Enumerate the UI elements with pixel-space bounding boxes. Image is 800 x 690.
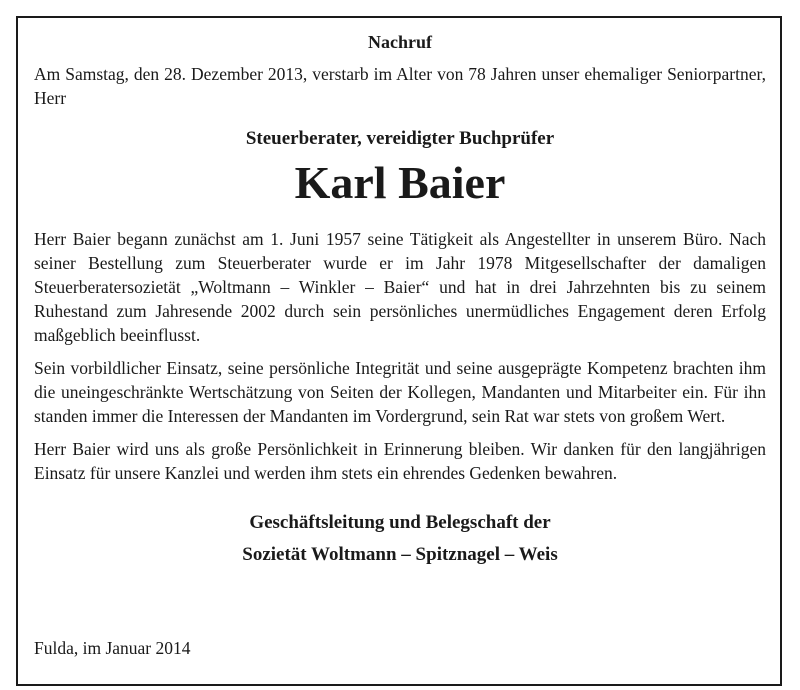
body-paragraph-3: Herr Baier wird uns als große Persönlichkeit in Erinnerung bleiben. Wir danken für den langjährigen Einsatz für unsere Kanzlei und werden ihm stets ein ehrendes Gedenken bewahren. bbox=[34, 439, 766, 483]
notice-heading: Nachruf bbox=[368, 32, 432, 52]
deceased-name: Karl Baier bbox=[294, 157, 506, 208]
body-paragraph-1: Herr Baier begann zunächst am 1. Juni 1957 seine Tätigkeit als Angestellter in unserem Büro. Nach seiner Bestellung zum Steuerberater wurde er im Jahr 1978 Mitgesellschafter der damaligen Steuerberatersozietät „Woltmann – Winkler – Baier“ und hat in drei Jahrzehnten bis zu seinem Ruhestand zum Jahresende 2002 durch sein persönliches unermüdliches Engagement deren Erfolg maßgeblich beeinflusst. bbox=[34, 229, 766, 345]
obituary-notice bbox=[34, 30, 766, 571]
signature-line-1: Geschäftsleitung und Belegschaft der bbox=[249, 512, 551, 533]
deceased-profession: Steuerberater, vereidigter Buchprüfer bbox=[245, 128, 555, 149]
signature-block bbox=[34, 507, 766, 571]
place-date: Fulda, im Januar 2014 bbox=[34, 638, 191, 658]
body-paragraph-2: Sein vorbildlicher Einsatz, seine persönliche Integrität und seine ausgeprägte Kompetenz brachten ihm die uneingeschränkte Wertschätzung von Seiten der Kollegen, Mandanten und Mitarbeiter ein. Für ihn standen immer die Interessen der Mandanten im Vordergrund, sein Rat war stets von großem Wert. bbox=[34, 358, 766, 426]
signature-line-2: Sozietät Woltmann – Spitznagel – Weis bbox=[242, 544, 558, 565]
intro-paragraph: Am Samstag, den 28. Dezember 2013, verstarb im Alter von 78 Jahren unser ehemaliger Seniorpartner, Herr bbox=[34, 64, 766, 108]
